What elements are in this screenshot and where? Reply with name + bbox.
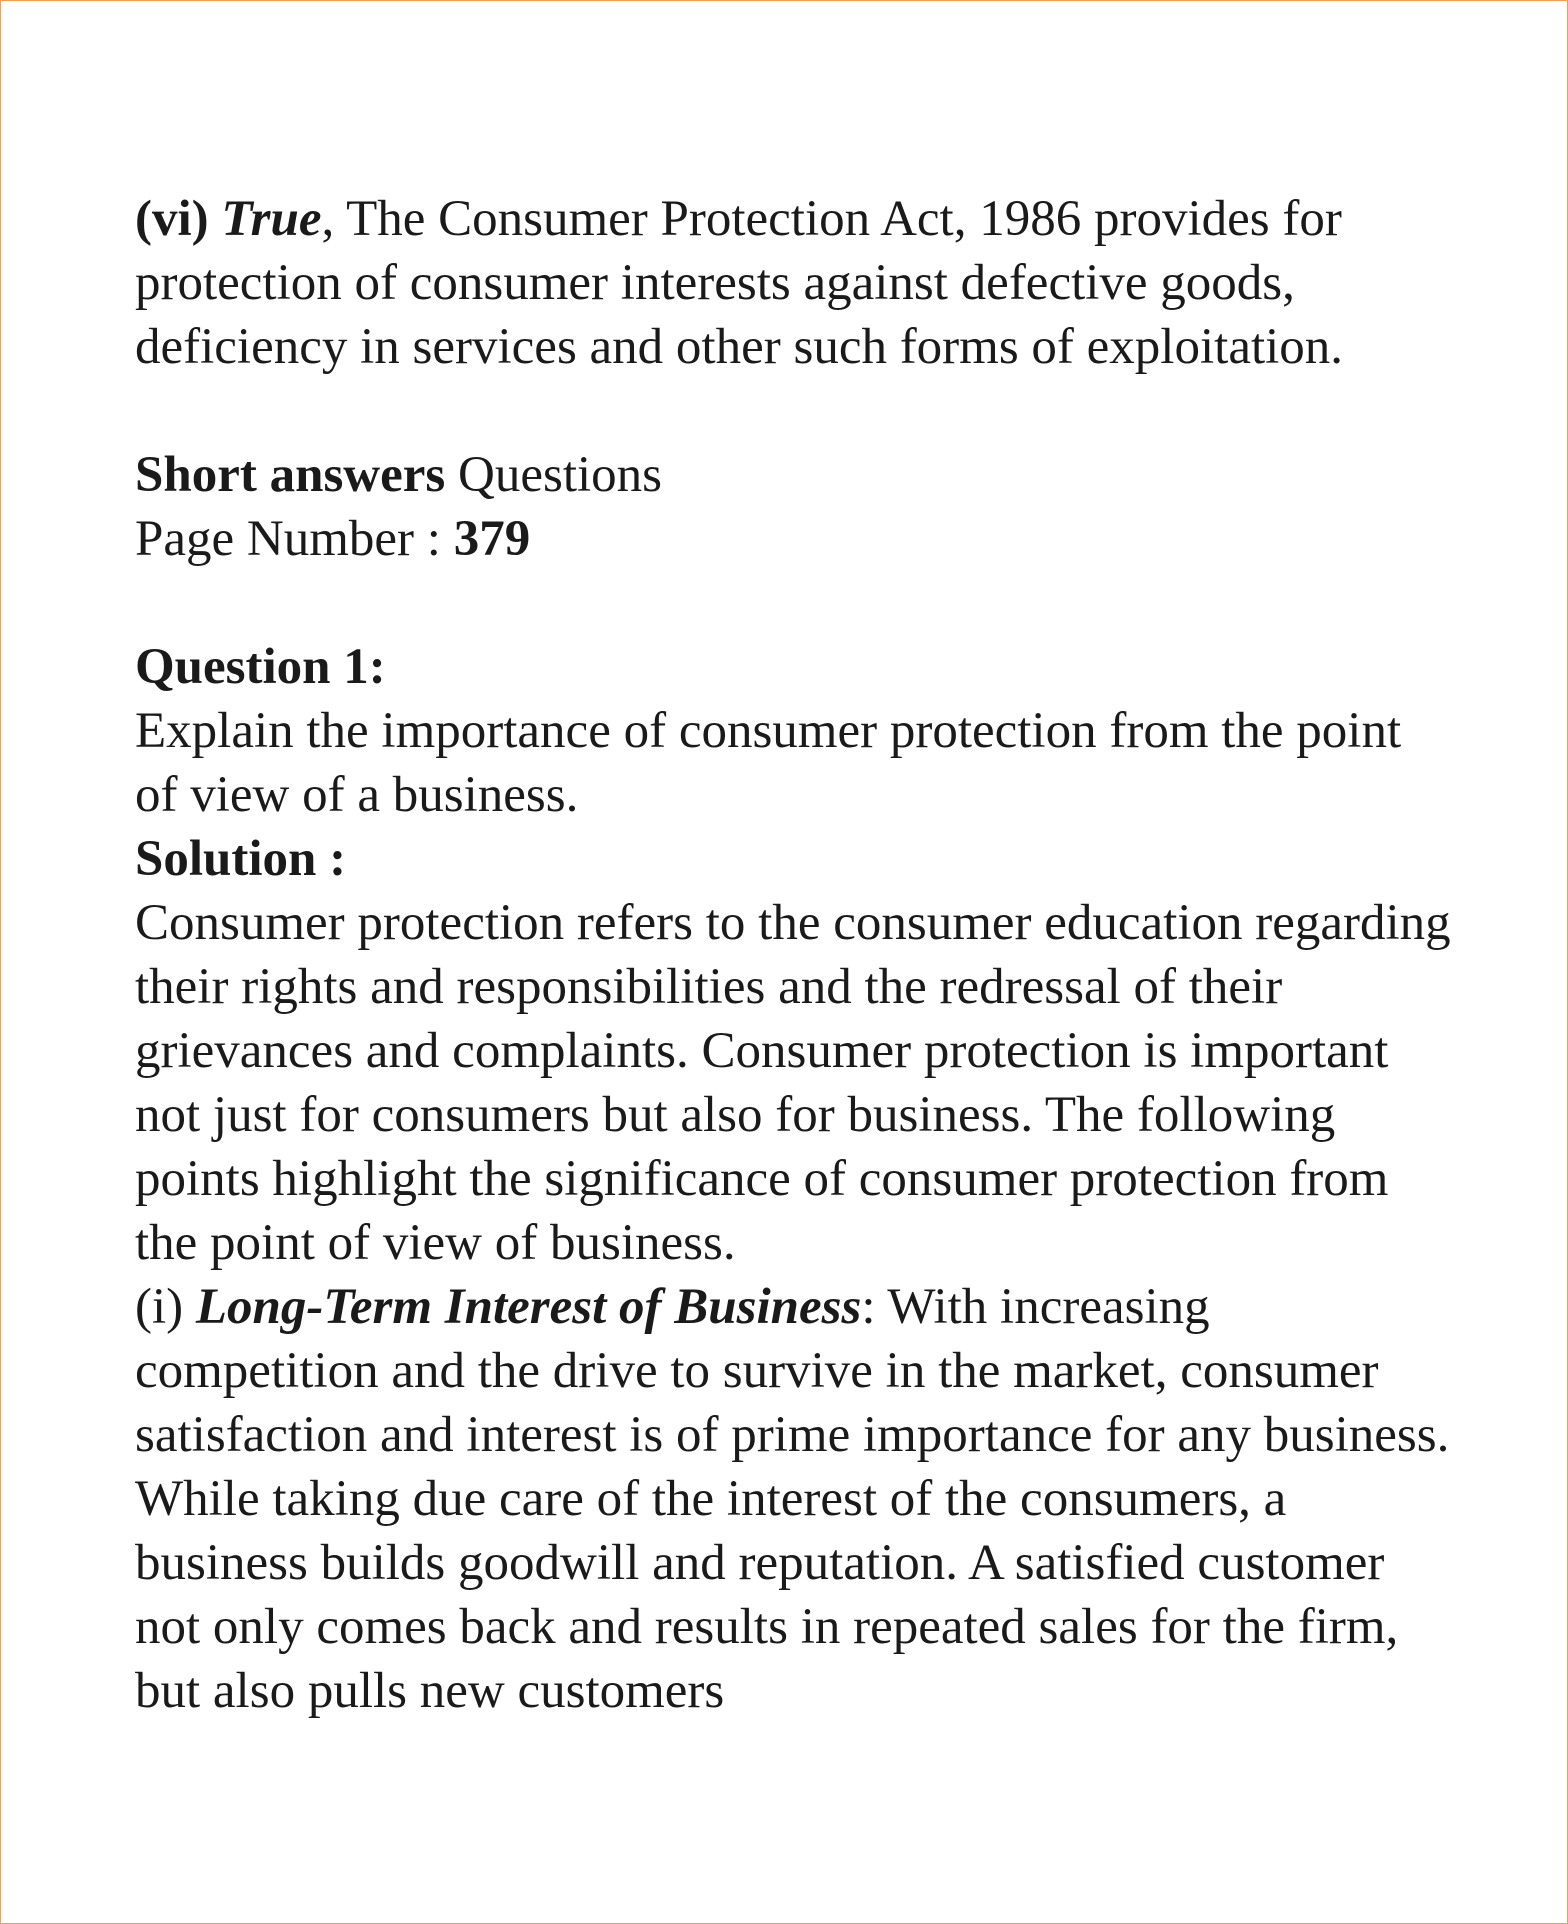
point-1-title: Long-Term Interest of Business xyxy=(195,1279,862,1335)
answer-vi-label: (vi) xyxy=(135,191,209,247)
section-heading-rest: Questions xyxy=(445,447,663,503)
question-1-label xyxy=(135,635,1455,699)
solution-text: Consumer protection refers to the consumer education regarding their rights and responsibilities and the redressal of their grievances and complaints. Consumer protection is important not just for consumers but also for business. The following points highlight the significance of consumer protection from the point of view of business. xyxy=(135,895,1451,1271)
question-1-text: Explain the importance of consumer protection from the point of view of a business. xyxy=(135,703,1402,823)
page-number-value: 379 xyxy=(453,511,531,567)
page-number-label: Page Number : xyxy=(135,511,454,567)
point-1-text: : With increasing competition and the drive to survive in the market, consumer satisfaction and interest is of prime importance for any business. While taking due care of the interest of the consumers, a business builds goodwill and reputation. A satisfied customer not only comes back and results in repeated sales for the firm, but also pulls new customers xyxy=(135,1279,1450,1719)
spacer xyxy=(135,571,1455,635)
section-heading-bold: Short answers xyxy=(135,447,446,503)
page-content xyxy=(135,187,1455,1723)
section-heading xyxy=(135,443,1455,507)
page-number-line xyxy=(135,507,1455,571)
solution-label-text: Solution : xyxy=(135,831,347,887)
answer-vi-text: , The Consumer Protection Act, 1986 provides for protection of consumer interests against defective goods, deficiency in services and other such forms of exploitation. xyxy=(135,191,1344,375)
question-1-label-text: Question 1: xyxy=(135,639,386,695)
answer-vi-verdict: True xyxy=(221,191,322,247)
answer-vi-paragraph xyxy=(135,187,1455,379)
point-1-paragraph xyxy=(135,1275,1455,1723)
spacer xyxy=(135,379,1455,443)
solution-label xyxy=(135,827,1455,891)
point-1-label: (i) xyxy=(135,1279,196,1335)
